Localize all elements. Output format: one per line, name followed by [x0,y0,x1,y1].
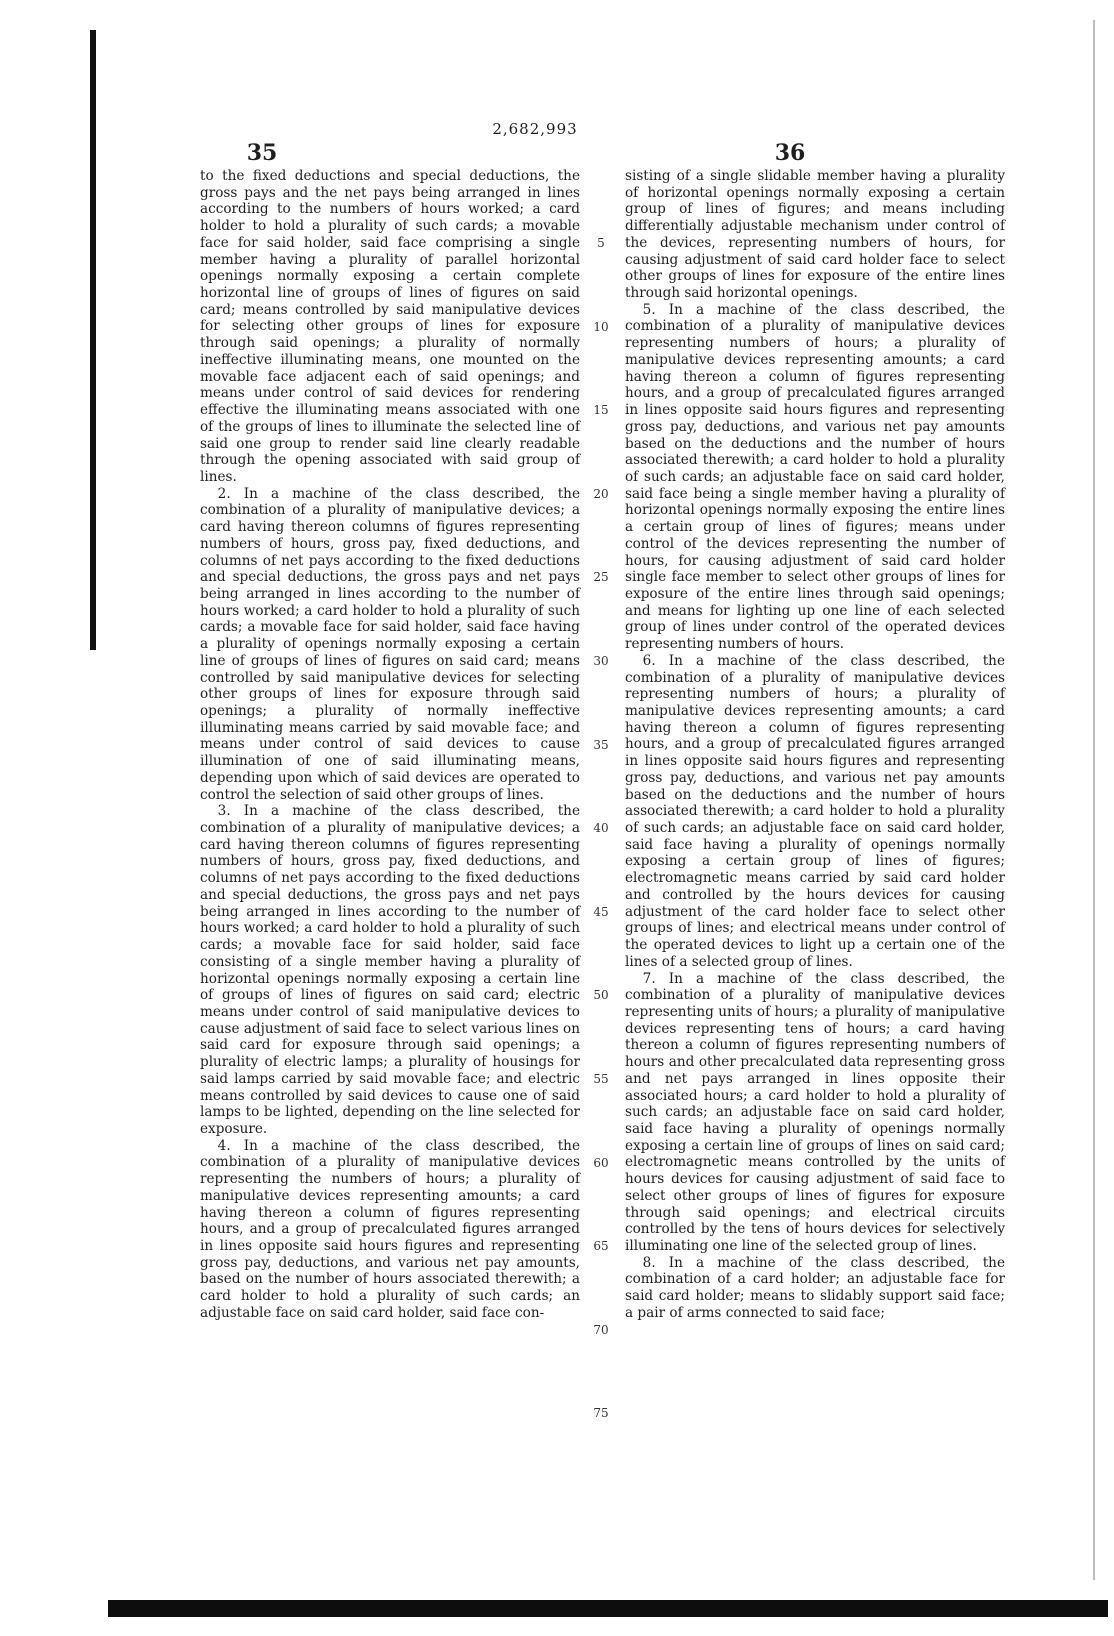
line-number: 5 [597,235,605,250]
left-margin-bar [90,30,96,650]
line-number: 70 [593,1322,609,1337]
line-number: 45 [593,904,609,919]
claim-paragraph: 8. In a machine of the class described, the combination of a card holder; an adjustable face for said card holder; means to slidably support said face; a pair of arms connected to said face; [625,1254,1005,1321]
claim-paragraph: 5. In a machine of the class described, the combination of a plurality of manipulative devices representing numbers of hours; a plurality of manipulative devices representing amounts; a card having thereon a column of figures representing hours, and a group of precalculated figures arranged in lines opposite said hours figures and representing gross pay, deductions, and various net pay amounts based on the deductions and the number of hours associated therewith; a card holder to hold a plurality of such cards; an adjustable face on said card holder, said face being a single member having a plurality of horizontal openings normally exposing the entire lines a certain group of lines of figures; means under control of the devices representing the number of hours, for causing adjustment of said card holder single face member to select other groups of lines for exposure of the entire lines through said openings; and means for lighting up one line of each selected group of lines under control of the operated devices representing numbers of hours. [625,301,1005,653]
right-page-number: 36 [774,140,806,166]
line-number: 55 [593,1071,609,1086]
line-number: 65 [593,1239,609,1254]
claim-paragraph: 4. In a machine of the class described, the combination of a plurality of manipulative devices representing the numbers of hours; a plurality of manipulative devices representing amounts; a card having thereon a column of figures representing hours, and a group of precalculated figures arranged in lines opposite said hours figures and representing gross pay, deductions, and various net pay amounts, based on the number of hours associated therewith; a card holder to hold a plurality of such cards; an adjustable face on said card holder, said face con- [200,1137,580,1321]
line-number: 30 [593,653,609,668]
left-column [200,168,580,1322]
claim-paragraph: 2. In a machine of the class described, the combination of a plurality of manipulative devices; a card having thereon columns of figures representing numbers of hours, gross pay, fixed deductions, and columns of net pays according to the fixed deductions and special deductions, the gross pays and net pays being arranged in lines according to the number of hours worked; a card holder to hold a plurality of such cards; a movable face for said holder, said face having a plurality of openings normally exposing a certain line of groups of lines of figures on said card; means controlled by said manipulative devices for selecting other groups of lines for exposure through said openings; a plurality of normally ineffective illuminating means carried by said movable face; and means under control of said devices to cause illumination of one of said illuminating means, depending upon which of said devices are operated to control the selection of said other groups of lines. [200,485,580,803]
bottom-border-bar [108,1600,1108,1617]
claim-paragraph: 6. In a machine of the class described, the combination of a plurality of manipulative devices representing numbers of hours; a plurality of manipulative devices representing amounts; a card having thereon a column of figures representing hours, and a group of precalculated figures arranged in lines opposite said hours figures and representing gross pay, deductions, and various net pay amounts based on the deductions and the number of hours associated therewith; a card holder to hold a plurality of such cards; an adjustable face on said card holder, said face having a plurality of openings normally exposing a certain group of lines of figures; electromagnetic means carried by said card holder and controlled by the hours devices for causing adjustment of the card holder face to select other groups of lines; and electrical means under control of the operated devices to light up a certain one of the lines of a selected group of lines. [625,652,1005,970]
right-margin-line [1093,20,1095,1580]
line-number: 75 [593,1406,609,1421]
claim-paragraph: 7. In a machine of the class described, the combination of a plurality of manipulative devices representing units of hours; a plurality of manipulative devices representing tens of hours; a card having thereon a column of figures representing numbers of hours and other precalculated data representing gross and net pays arranged in lines opposite their associated hours; a card holder to hold a plurality of such cards; an adjustable face on said card holder, said face having a plurality of openings normally exposing a certain line of groups of lines on said card; electromagnetic means controlled by the units of hours devices for causing adjustment of said face to select other groups of lines of figures for exposure through said openings; and electrical circuits controlled by the tens of hours devices for selectively illuminating one line of the selected group of lines. [625,970,1005,1254]
claim-paragraph: 3. In a machine of the class described, the combination of a plurality of manipulative devices; a card having thereon columns of figures representing numbers of hours, gross pay, fixed deductions, and columns of net pays according to the fixed deductions and special deductions, the gross pays and net pays being arranged in lines according to the number of hours worked; a card holder to hold a plurality of such cards; a movable face for said holder, said face consisting of a single member having a plurality of horizontal openings normally exposing a certain line of groups of lines of figures on said card; electric means under control of said manipulative devices to cause adjustment of said face to select various lines on said card for exposure through said openings; a plurality of electric lamps; a plurality of housings for said lamps carried by said movable face; and electric means controlled by said devices to cause one of said lamps to be lighted, depending on the line selected for exposure. [200,803,580,1137]
claim-paragraph: sisting of a single slidable member having a plurality of horizontal openings normally exposing a certain group of lines of figures; and means including differentially adjustable mechanism under control of the devices, representing numbers of hours, for causing adjustment of said card holder face to select other groups of lines for exposure of the entire lines through said horizontal openings. [625,168,1005,302]
line-number: 15 [593,403,609,418]
patent-number: 2,682,993 [492,120,578,138]
line-number: 35 [593,737,609,752]
right-column [625,168,1005,1322]
claim-paragraph: to the fixed deductions and special deductions, the gross pays and the net pays being arranged in lines according to the numbers of hours worked; a card holder to hold a plurality of such cards; a movable face for said holder, said face comprising a single member having a plurality of parallel horizontal openings normally exposing a certain complete horizontal line of groups of lines of figures on said card; means controlled by said manipulative devices for selecting other groups of lines for exposure through said openings; a plurality of normally ineffective illuminating means, one mounted on the movable face adjacent each of said openings; and means under control of said devices for rendering effective the illuminating means associated with one of the groups of lines to illuminate the selected line of said one group to render said line clearly readable through the opening associated with said group of lines. [200,168,580,485]
line-number: 25 [593,570,609,585]
line-number: 10 [593,319,609,334]
line-number: 40 [593,821,609,836]
line-number: 50 [593,988,609,1003]
line-number: 20 [593,486,609,501]
line-number-gutter [588,168,614,1468]
line-number: 60 [593,1155,609,1170]
left-page-number: 35 [246,140,278,166]
